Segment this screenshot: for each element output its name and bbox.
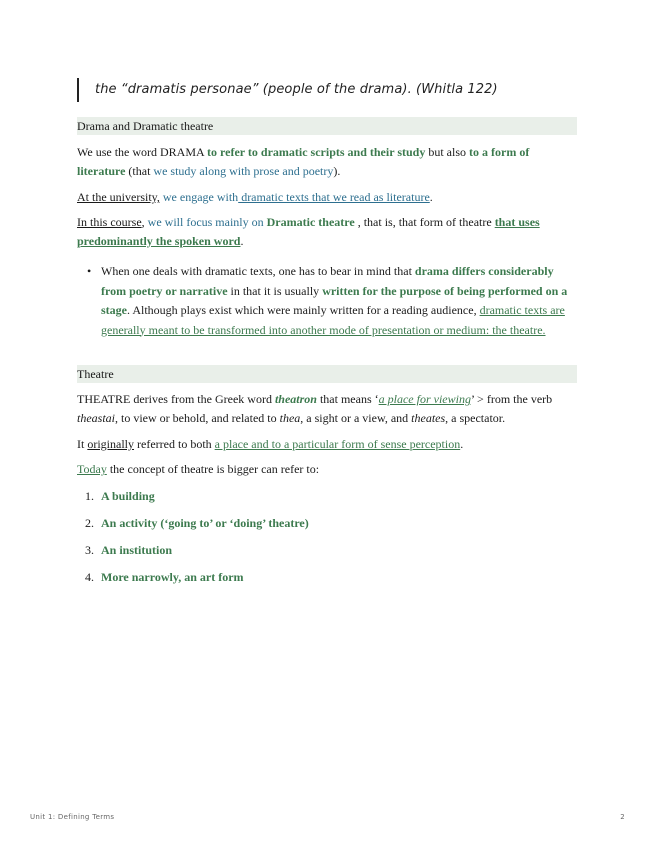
italic-text: theastai	[77, 411, 115, 425]
text-run: , that is, that form of theatre	[354, 215, 495, 229]
text-run: .	[240, 234, 244, 248]
bullet-list	[77, 262, 577, 340]
blue-underlined-text: dramatic texts that we read as literature	[238, 190, 430, 204]
text-run: (that	[125, 164, 154, 178]
paragraph-university	[77, 188, 577, 207]
green-italic-underlined-text: a place for viewing	[378, 392, 471, 406]
text-run: , a spectator.	[445, 411, 506, 425]
list-item	[77, 513, 577, 540]
text-run: ’ > from the verb	[470, 392, 553, 406]
text-run: THEATRE derives from the Greek word	[77, 392, 275, 406]
text-run: the concept of theatre is bigger can refer to:	[106, 462, 320, 476]
highlight-text: written for the purpose of being performed on a stage	[101, 283, 568, 317]
highlight-text: to refer to dramatic scripts and their study	[207, 145, 426, 159]
list-item	[101, 262, 577, 340]
list-item	[77, 486, 577, 513]
section-heading-drama: Drama and Dramatic theatre	[77, 117, 577, 135]
text-run: but also	[425, 145, 470, 159]
underlined-text: In this course	[77, 215, 142, 229]
text-run: .	[429, 190, 433, 204]
page-number: 2	[620, 813, 625, 821]
text-run: ).	[333, 164, 341, 178]
text-run: ,	[141, 215, 148, 229]
block-quote: the “dramatis personae” (people of the drama). (Whitla 122)	[77, 78, 577, 102]
blue-text: we will focus mainly on	[147, 215, 264, 229]
list-item	[77, 540, 577, 567]
text-run: It	[77, 437, 88, 451]
text-run: , to view or behold, and related to	[115, 411, 280, 425]
list-item-text: An activity (‘going to’ or ‘doing’ theatre)	[101, 516, 309, 530]
green-underlined-text: a place and to a particular form of sense perception	[214, 437, 461, 451]
list-number: 3.	[85, 543, 94, 557]
text-run: . Although plays exist which were mainly written for a reading audience,	[127, 303, 480, 317]
text-run: , a sight or a view, and	[300, 411, 412, 425]
list-number: 4.	[85, 570, 94, 584]
text-run: We use the word DRAMA	[77, 145, 208, 159]
blue-text: we engage with	[159, 190, 239, 204]
paragraph-originally	[77, 435, 577, 454]
list-number: 2.	[85, 516, 94, 530]
section-heading-theatre: Theatre	[77, 365, 577, 383]
italic-text: thea	[279, 411, 301, 425]
green-underlined-text: Today	[77, 462, 107, 476]
footer-title: Unit 1: Defining Terms	[30, 813, 115, 821]
list-item-text: More narrowly, an art form	[101, 570, 244, 584]
highlight-underlined-text: that uses predominantly the spoken word	[77, 215, 540, 248]
numbered-list	[77, 486, 577, 594]
green-underlined-text: dramatic texts are generally meant to be transformed into another mode of presentation or medium: the theatre.	[101, 303, 565, 337]
list-number: 1.	[85, 489, 94, 503]
paragraph-course-focus	[77, 213, 577, 251]
list-item	[77, 567, 577, 594]
text-run: .	[460, 437, 464, 451]
highlight-text: to a form of literature	[77, 145, 530, 178]
underlined-text: At the university,	[77, 190, 160, 204]
highlight-italic-text: theatron	[274, 392, 317, 406]
paragraph-drama-definition	[77, 143, 577, 181]
paragraph-today	[77, 460, 577, 479]
highlight-text: drama differs considerably from poetry or narrative	[101, 264, 554, 298]
list-item-text: An institution	[101, 543, 173, 557]
paragraph-theatre-etymology	[77, 390, 577, 428]
blue-text: we study along with prose and poetry	[153, 164, 334, 178]
list-item-text: A building	[101, 489, 155, 503]
text-run: that means ‘	[316, 392, 379, 406]
text-run: When one deals with dramatic texts, one has to bear in mind that	[101, 264, 415, 278]
highlight-text: Dramatic theatre	[263, 215, 355, 229]
underlined-text: originally	[87, 437, 135, 451]
text-run: referred to both	[134, 437, 215, 451]
text-run: in that it is usually	[227, 283, 323, 298]
italic-text: theates	[411, 411, 446, 425]
